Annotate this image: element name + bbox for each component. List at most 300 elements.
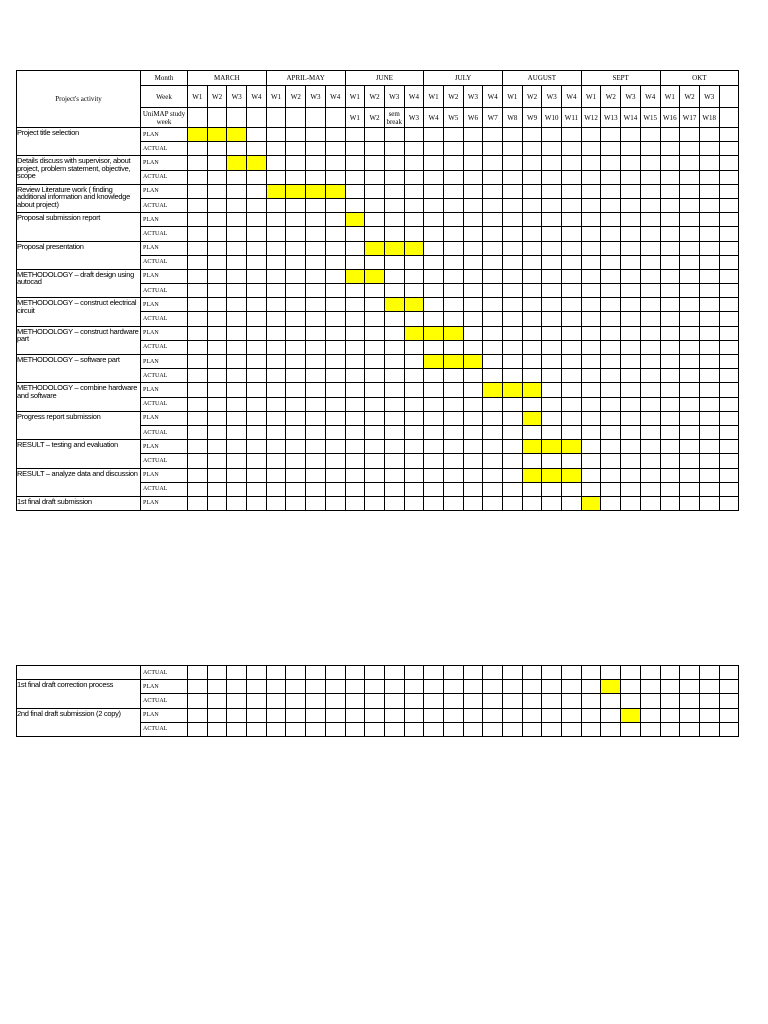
actual-row-cell	[719, 397, 739, 411]
actual-row-cell	[207, 255, 227, 269]
study-week-header	[266, 108, 286, 128]
actual-row-cell	[286, 425, 306, 439]
actual-label: ACTUAL	[141, 425, 188, 439]
actual-row-cell	[443, 312, 463, 326]
plan-row-cell	[522, 708, 542, 722]
actual-row-cell	[463, 312, 483, 326]
actual-row-cell	[719, 482, 739, 496]
actual-row-cell	[345, 284, 365, 298]
actual-row-cell	[503, 284, 523, 298]
study-week-header: W18	[699, 108, 719, 128]
actual-row-cell	[483, 722, 503, 736]
actual-row-cell	[680, 198, 700, 212]
plan-row-cell	[325, 468, 345, 482]
plan-row-cell	[601, 411, 621, 425]
plan-row-cell	[581, 241, 601, 255]
actual-row-cell	[719, 454, 739, 468]
actual-row-cell	[325, 482, 345, 496]
plan-row-cell	[719, 184, 739, 198]
plan-bar-cell	[522, 411, 542, 425]
plan-row-cell	[404, 468, 424, 482]
plan-row-cell	[188, 468, 208, 482]
actual-row-cell	[286, 666, 306, 680]
actual-row-cell	[483, 694, 503, 708]
actual-row-cell	[640, 397, 660, 411]
actual-row-cell	[345, 425, 365, 439]
plan-row-cell	[719, 680, 739, 694]
study-week-header: W11	[562, 108, 582, 128]
plan-row-cell	[581, 355, 601, 369]
plan-row-cell	[188, 298, 208, 312]
actual-row-cell	[522, 284, 542, 298]
plan-row-cell	[247, 708, 267, 722]
actual-row-cell	[306, 198, 326, 212]
actual-row-cell	[640, 666, 660, 680]
actual-row-cell	[365, 227, 385, 241]
plan-row-cell	[227, 213, 247, 227]
study-week-header: W3	[404, 108, 424, 128]
plan-label: PLAN	[141, 184, 188, 198]
actual-row-cell	[542, 255, 562, 269]
plan-bar-cell	[581, 496, 601, 510]
plan-label: PLAN	[141, 383, 188, 397]
actual-row-cell	[581, 255, 601, 269]
plan-row-cell	[325, 355, 345, 369]
actual-row-cell	[522, 454, 542, 468]
plan-row-cell	[581, 708, 601, 722]
actual-row-cell	[562, 170, 582, 184]
study-week-header: W14	[621, 108, 641, 128]
plan-row-cell	[345, 708, 365, 722]
plan-label: PLAN	[141, 326, 188, 340]
plan-row-cell	[443, 708, 463, 722]
plan-row-cell	[562, 241, 582, 255]
plan-row-cell	[699, 383, 719, 397]
week-header: W1	[266, 86, 286, 108]
plan-row-cell	[542, 355, 562, 369]
actual-row-cell	[227, 255, 247, 269]
actual-row-cell	[286, 397, 306, 411]
actual-row-cell	[443, 666, 463, 680]
activity-name	[17, 383, 141, 411]
actual-row-cell	[266, 340, 286, 354]
plan-row-cell	[424, 708, 444, 722]
plan-row-cell	[325, 383, 345, 397]
actual-row-cell	[719, 198, 739, 212]
actual-row-cell	[483, 666, 503, 680]
actual-row-cell	[680, 170, 700, 184]
actual-row-cell	[325, 454, 345, 468]
plan-row-cell	[188, 355, 208, 369]
plan-row-cell	[542, 326, 562, 340]
actual-row-cell	[562, 454, 582, 468]
actual-row-cell	[266, 227, 286, 241]
activity-label: METHODOLOGY – combine hardware and software	[17, 383, 138, 400]
actual-row-cell	[424, 694, 444, 708]
plan-row-cell	[424, 298, 444, 312]
actual-row-cell	[227, 340, 247, 354]
plan-row-cell	[188, 411, 208, 425]
plan-row-cell	[325, 128, 345, 142]
plan-row-cell	[483, 708, 503, 722]
plan-row-cell	[503, 298, 523, 312]
plan-row-cell	[562, 496, 582, 510]
week-header: W2	[522, 86, 542, 108]
plan-row-cell	[522, 326, 542, 340]
actual-row-cell	[463, 694, 483, 708]
plan-row-cell	[522, 184, 542, 198]
actual-row-cell	[680, 454, 700, 468]
actual-row-cell	[306, 142, 326, 156]
activity-label: Review Literature work ( finding additional information and knowledge about project)	[17, 184, 131, 209]
actual-row-cell	[325, 142, 345, 156]
plan-row-cell	[601, 298, 621, 312]
actual-row-cell	[227, 369, 247, 383]
actual-row-cell	[680, 482, 700, 496]
plan-row-cell	[522, 156, 542, 170]
actual-row-cell	[345, 340, 365, 354]
activity-label: METHODOLOGY – construct hardware part	[17, 326, 139, 344]
plan-row-cell	[621, 213, 641, 227]
plan-bar-cell	[207, 128, 227, 142]
plan-row-cell	[207, 269, 227, 283]
actual-row-cell	[503, 482, 523, 496]
actual-row-cell	[680, 397, 700, 411]
actual-row-cell	[601, 198, 621, 212]
actual-row-cell	[483, 198, 503, 212]
plan-row-cell	[542, 128, 562, 142]
plan-row-cell	[365, 213, 385, 227]
plan-bar-cell	[542, 468, 562, 482]
actual-row-cell	[306, 425, 326, 439]
actual-row-cell	[207, 397, 227, 411]
activity-name	[17, 128, 141, 156]
actual-row-cell	[424, 454, 444, 468]
plan-row-cell	[345, 298, 365, 312]
actual-row-cell	[404, 666, 424, 680]
actual-row-cell	[660, 142, 680, 156]
plan-row-cell	[640, 411, 660, 425]
plan-row-cell	[286, 383, 306, 397]
plan-row-cell	[325, 440, 345, 454]
plan-row-cell	[306, 213, 326, 227]
plan-bar-cell	[522, 440, 542, 454]
plan-row-cell	[424, 269, 444, 283]
plan-row-cell	[680, 156, 700, 170]
plan-row-cell	[325, 298, 345, 312]
actual-row-cell	[719, 425, 739, 439]
plan-row-cell	[227, 184, 247, 198]
plan-row-cell	[384, 355, 404, 369]
actual-row-cell	[660, 722, 680, 736]
month-label: Month	[141, 71, 188, 86]
plan-bar-cell	[188, 128, 208, 142]
plan-row-cell	[306, 156, 326, 170]
actual-row-cell	[424, 666, 444, 680]
plan-row-cell	[404, 128, 424, 142]
actual-row-cell	[266, 369, 286, 383]
plan-row-cell	[443, 468, 463, 482]
plan-row-cell	[404, 355, 424, 369]
plan-row-cell	[424, 440, 444, 454]
plan-row-cell	[286, 128, 306, 142]
plan-row-cell	[266, 298, 286, 312]
actual-row-cell	[601, 722, 621, 736]
activity-name	[17, 213, 141, 241]
actual-row-cell	[719, 369, 739, 383]
plan-row-cell	[266, 440, 286, 454]
actual-row-cell	[522, 666, 542, 680]
plan-bar-cell	[522, 383, 542, 397]
actual-label: ACTUAL	[141, 369, 188, 383]
plan-row-cell	[463, 269, 483, 283]
actual-row-cell	[680, 369, 700, 383]
plan-row-cell	[621, 440, 641, 454]
plan-row-cell	[207, 680, 227, 694]
plan-label: PLAN	[141, 213, 188, 227]
actual-row-cell	[384, 284, 404, 298]
week-header: W4	[247, 86, 267, 108]
activity-label: Details discuss with supervisor, about project, problem statement, objective, scope	[17, 156, 131, 181]
plan-row-cell	[207, 241, 227, 255]
actual-row-cell	[207, 170, 227, 184]
actual-row-cell	[384, 255, 404, 269]
plan-row-cell	[207, 184, 227, 198]
actual-row-cell	[384, 454, 404, 468]
week-header: W2	[680, 86, 700, 108]
actual-row-cell	[365, 198, 385, 212]
plan-row-cell	[384, 128, 404, 142]
plan-row-cell	[345, 440, 365, 454]
plan-row-cell	[286, 298, 306, 312]
actual-label: ACTUAL	[141, 694, 188, 708]
plan-bar-cell	[365, 269, 385, 283]
actual-row-cell	[404, 227, 424, 241]
plan-row-cell	[266, 496, 286, 510]
actual-row-cell	[188, 666, 208, 680]
plan-row-cell	[404, 440, 424, 454]
plan-row-cell	[640, 383, 660, 397]
activity-name	[17, 411, 141, 439]
actual-row-cell	[188, 284, 208, 298]
plan-row-cell	[384, 680, 404, 694]
actual-row-cell	[660, 482, 680, 496]
actual-row-cell	[581, 142, 601, 156]
plan-bar-cell	[601, 680, 621, 694]
study-week-header: W15	[640, 108, 660, 128]
actual-row-cell	[562, 142, 582, 156]
actual-row-cell	[384, 722, 404, 736]
plan-row-cell	[483, 269, 503, 283]
actual-row-cell	[699, 198, 719, 212]
actual-row-cell	[542, 482, 562, 496]
plan-row-cell	[207, 298, 227, 312]
plan-row-cell	[266, 383, 286, 397]
actual-row-cell	[542, 284, 562, 298]
actual-row-cell	[640, 454, 660, 468]
plan-row-cell	[247, 298, 267, 312]
actual-row-cell	[601, 397, 621, 411]
actual-row-cell	[188, 142, 208, 156]
actual-row-cell	[443, 227, 463, 241]
actual-row-cell	[719, 694, 739, 708]
plan-bar-cell	[503, 383, 523, 397]
plan-row-cell	[443, 128, 463, 142]
plan-row-cell	[424, 128, 444, 142]
actual-row-cell	[188, 454, 208, 468]
actual-row-cell	[680, 255, 700, 269]
actual-row-cell	[699, 454, 719, 468]
plan-row-cell	[404, 184, 424, 198]
actual-row-cell	[424, 198, 444, 212]
plan-row-cell	[562, 383, 582, 397]
actual-row-cell	[384, 397, 404, 411]
plan-row-cell	[660, 496, 680, 510]
actual-row-cell	[325, 722, 345, 736]
actual-row-cell	[522, 142, 542, 156]
actual-row-cell	[404, 255, 424, 269]
actual-row-cell	[463, 722, 483, 736]
actual-row-cell	[306, 397, 326, 411]
actual-row-cell	[286, 694, 306, 708]
plan-row-cell	[345, 128, 365, 142]
plan-row-cell	[601, 213, 621, 227]
plan-row-cell	[699, 156, 719, 170]
plan-row-cell	[404, 383, 424, 397]
actual-row-cell	[207, 142, 227, 156]
actual-row-cell	[562, 397, 582, 411]
plan-row-cell	[660, 184, 680, 198]
activity-label: RESULT – analyze data and discussion	[17, 468, 138, 478]
actual-row-cell	[365, 312, 385, 326]
actual-row-cell	[306, 170, 326, 184]
actual-row-cell	[660, 198, 680, 212]
plan-row-cell	[680, 241, 700, 255]
actual-row-cell	[581, 397, 601, 411]
plan-row-cell	[266, 213, 286, 227]
actual-row-cell	[522, 312, 542, 326]
activity-name	[17, 680, 141, 708]
actual-row-cell	[286, 482, 306, 496]
plan-row-cell	[621, 156, 641, 170]
plan-row-cell	[306, 128, 326, 142]
actual-row-cell	[483, 227, 503, 241]
plan-row-cell	[247, 383, 267, 397]
plan-row-cell	[680, 468, 700, 482]
plan-row-cell	[325, 241, 345, 255]
actual-row-cell	[581, 369, 601, 383]
plan-row-cell	[424, 383, 444, 397]
actual-row-cell	[188, 170, 208, 184]
plan-row-cell	[562, 708, 582, 722]
plan-row-cell	[188, 213, 208, 227]
actual-row-cell	[188, 227, 208, 241]
plan-row-cell	[188, 680, 208, 694]
actual-row-cell	[463, 425, 483, 439]
actual-row-cell	[601, 482, 621, 496]
actual-row-cell	[601, 340, 621, 354]
plan-row-cell	[227, 383, 247, 397]
activity-label: 2nd final draft submission (2 copy)	[17, 708, 121, 718]
actual-row-cell	[719, 666, 739, 680]
plan-row-cell	[483, 241, 503, 255]
actual-row-cell	[719, 227, 739, 241]
actual-row-cell	[247, 255, 267, 269]
plan-row-cell	[266, 269, 286, 283]
plan-row-cell	[463, 184, 483, 198]
actual-row-cell	[345, 666, 365, 680]
actual-row-cell	[306, 340, 326, 354]
actual-row-cell	[483, 170, 503, 184]
actual-row-cell	[325, 397, 345, 411]
actual-label: ACTUAL	[141, 255, 188, 269]
actual-row-cell	[581, 198, 601, 212]
plan-row-cell	[483, 355, 503, 369]
actual-row-cell	[483, 369, 503, 383]
plan-row-cell	[581, 680, 601, 694]
plan-row-cell	[247, 184, 267, 198]
plan-row-cell	[719, 213, 739, 227]
plan-row-cell	[266, 411, 286, 425]
actual-row-cell	[227, 284, 247, 298]
plan-row-cell	[719, 241, 739, 255]
actual-row-cell	[404, 454, 424, 468]
plan-row-cell	[621, 411, 641, 425]
activity-name	[17, 156, 141, 184]
plan-row-cell	[621, 241, 641, 255]
plan-row-cell	[384, 213, 404, 227]
plan-label: PLAN	[141, 468, 188, 482]
actual-row-cell	[463, 198, 483, 212]
plan-row-cell	[699, 440, 719, 454]
actual-row-cell	[424, 340, 444, 354]
actual-row-cell	[424, 397, 444, 411]
activity-name	[17, 468, 141, 496]
plan-row-cell	[719, 496, 739, 510]
plan-row-cell	[266, 355, 286, 369]
plan-bar-cell	[404, 326, 424, 340]
actual-row-cell	[621, 454, 641, 468]
plan-row-cell	[266, 468, 286, 482]
actual-row-cell	[503, 340, 523, 354]
actual-row-cell	[522, 198, 542, 212]
actual-row-cell	[719, 142, 739, 156]
plan-row-cell	[719, 298, 739, 312]
plan-row-cell	[503, 213, 523, 227]
plan-row-cell	[640, 156, 660, 170]
plan-row-cell	[542, 411, 562, 425]
actual-label: ACTUAL	[141, 454, 188, 468]
plan-row-cell	[424, 241, 444, 255]
actual-row-cell	[404, 482, 424, 496]
actual-row-cell	[404, 340, 424, 354]
activity-label: Progress report submission	[17, 411, 101, 421]
plan-row-cell	[680, 708, 700, 722]
actual-row-cell	[188, 722, 208, 736]
plan-row-cell	[621, 355, 641, 369]
activity-name	[17, 708, 141, 736]
actual-row-cell	[562, 198, 582, 212]
week-header: W3	[384, 86, 404, 108]
actual-row-cell	[680, 142, 700, 156]
plan-bar-cell	[404, 241, 424, 255]
actual-row-cell	[266, 425, 286, 439]
plan-row-cell	[699, 326, 719, 340]
plan-row-cell	[601, 468, 621, 482]
plan-row-cell	[207, 496, 227, 510]
actual-row-cell	[247, 170, 267, 184]
actual-row-cell	[640, 369, 660, 383]
